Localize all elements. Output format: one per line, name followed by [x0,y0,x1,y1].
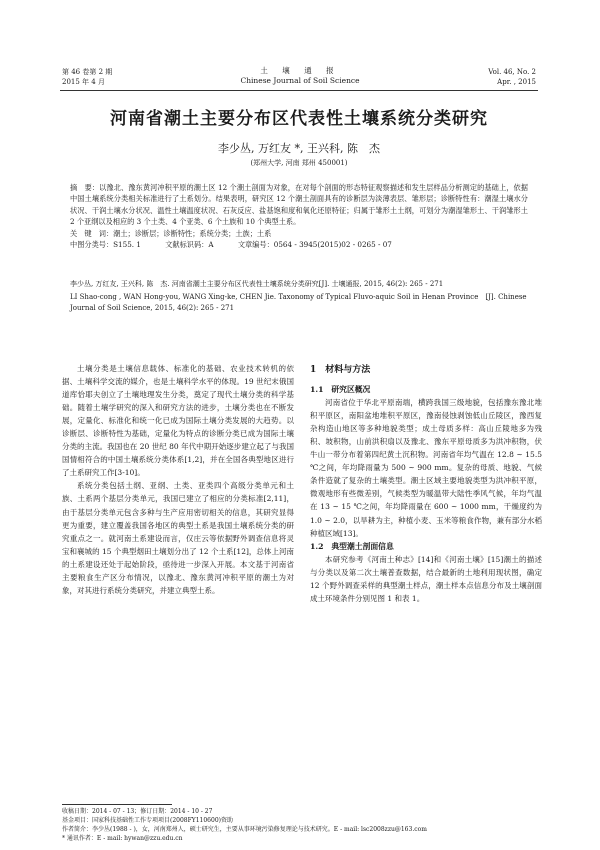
paper-title: 河南省潮土主要分布区代表性土壤系统分类研究 [110,109,488,129]
footnotes [62,807,540,843]
study-area-paragraph: 河南省位于华北平原南端，横跨我国三级地貌，包括豫东豫北堆积平原区，南阳盆地堆积平原区，豫南侵蚀剥蚀低山丘陵区，豫西复杂构造山地区等多种地貌类型；成土母质多样：高山丘陵地多为残积、坡积物，山前洪积扇以及豫北、豫东平原母质多为洪冲积物，伏牛山一带分布着第四纪黄土沉积物。河南省年均气温在 12.8 ~ 15.5 ℃之间，年均降雨量为 500 ~ 900 mm。复杂的母质、地貌、气候条件造就了复杂的土壤类型。潮土区域主要地貌类型为洪冲积平原，微观地形有些微差别，气候类型为暖温带大陆性季风气候，年均气温在 13 ~ 15 ℃之间，年均降雨量在 600 ~ 1000 mm，干燥度约为 1.0 ~ 2.0，以旱耕为主，种植小麦、玉米等粮食作物，兼有部分水稻种植区域[13]。 [310,398,542,538]
intro-paragraph-2: 系统分类包括土纲、亚纲、土类、亚类四个高级分类单元和土族、土系两个基层分类单元，我国已建立了相应的分类标准[2,11]，由于基层分类单元包含多种与生产应用密切相关的信息，其研究显得更为重要，建立覆盖我国各地区的典型土系是我国土壤系统分类的研究重点之一。就河南土系建设而言，仅庄云等依据野外调查信息将灵宝和襄城的 15 个典型烟田土壤划分出了 12 个土系[12]，总体上河南的土系建设还处于起始阶段，亟待进一步深入开展。本文基于河南省主要粮食生产区分布情况，以豫北、豫东黄河冲积平原的潮土为对象，对其进行系统分类研究，并建立典型土系。 [62,481,294,595]
volume-en: Vol. 46, No. 2 [488,68,536,76]
affiliation: (郑州大学, 河南 郑州 450001) [250,159,348,167]
abstract-text: 摘 要：以豫北、豫东黄河冲积平原的潮土区 12 个潮土剖面为对象，在对每个剖面的形态特征观察描述和发生层样品分析测定的基础上，依据中国土壤系统分类相关标准进行了土系划分。结果表明，研究区 12 个潮土剖面具有的诊断层为淡薄表层、雏形层；诊断特性有：潮湿土壤水分状况、干润土壤水分状况、温性土壤温度状况、石灰反应、盐基饱和度和氧化还原特征；归属于雏形土土纲，可划分为潮湿雏形土、干润雏形土 2 个亚纲以及相应的 3 个土类、4 个亚类、6 个土族和 10 个典型土系。 [70,183,528,227]
footnote-divider [62,804,172,805]
footnote-funding: 基金项目：国家科技基础性工作专项项目(2008FY110600)资助 [62,817,233,824]
citation-block [70,279,528,317]
classification-line [70,239,528,250]
body-column-left [62,362,294,597]
citation-cn: 李少丛, 万红友, 王兴科, 陈 杰. 河南省潮土主要分布区代表性土壤系统分类研究[J]. 土壤通报, 2015, 46(2): 265 - 271 [70,280,444,288]
footnote-received: 收稿日期：2014 - 07 - 13；修订日期：2014 - 10 - 27 [62,808,213,815]
intro-paragraph-1: 土壤分类是土壤信息载体、标准化的基础、农业技术转机的依据、土壤科学交流的媒介，也是土壤科学水平的体现。19 世纪末俄国道库恰耶夫创立了土壤地理发生分类，奠定了现代土壤分类的科学基础。随着土壤学研究的深入和研究方法的进步，土壤分类也在不断发展，定量化、标准化和统一化已成为国际土壤分类发展的大趋势。以诊断层、诊断特性为基础，定量化为特点的诊断分类已成为国际土壤分类的主流。我国也在 20 世纪 80 年代中期开始逐步建立起了与我国国情相符合的中国土壤系统分类体系[1,2]，并在全国各典型地区进行了土系研究工作[3-10]。 [62,364,294,478]
header-issue-en [488,67,536,87]
section-heading-1: 1 材料与方法 [310,365,371,375]
clc-number: 中图分类号：S155. 1 [70,240,141,250]
subsection-heading-1-1: 1.1 研究区概况 [310,385,371,395]
keywords: 关 键 词：潮土；诊断层；诊断特性；系统分类；土族；土系 [70,228,272,238]
header-issue-cn [62,67,112,87]
header-journal [180,66,420,86]
author-list: 李少丛, 万红友 *, 王兴科, 陈 杰 [218,142,380,155]
journal-name-cn: 土 壤 通 报 [260,66,340,75]
footnote-corresponding: * 通讯作者：E - mail: hywan@zzu.edu.cn [62,835,183,842]
abstract-block [70,182,528,250]
citation-en: LI Shao-cong , WAN Hong-you, WANG Xing-ke, CHEN Jie. Taxonomy of Typical Fluvo-aquic Soil in Henan Province [J]. Chinese Journal of Soil Science, 2015, 46(2): 265 - 271 [70,293,527,313]
subsection-heading-1-2: 1.2 典型潮土剖面信息 [310,541,394,551]
body-column-right [310,362,542,605]
article-number: 文章编号：0564 - 3945(2015)02 - 0265 - 07 [237,240,392,250]
profile-info-paragraph: 本研究参考《河南土种志》[14]和《河南土壤》[15]潮土的描述与分类以及第二次土壤普查数据，结合最新的土地利用现状图，确定 12 个野外调查采样的典型潮土样点，潮土样本点信息分布及土壤剖面成土环境条件分别见图 1 和表 1。 [310,554,542,603]
header-divider [60,90,538,91]
journal-name-en: Chinese Journal of Soil Science [240,76,360,85]
date-en: Apr. , 2015 [497,78,536,86]
footnote-author-bio: 作者简介：李少丛(1988 - )，女，河南郑州人，硕士研究生，主要从事环境污染修复理论与技术研究。E - mail: lsc2008zzu@163.com [62,826,427,833]
date-cn: 2015 年 4 月 [62,78,105,86]
document-code: 文献标识码：A [165,240,214,250]
volume-cn: 第 46 卷第 2 期 [62,68,113,76]
